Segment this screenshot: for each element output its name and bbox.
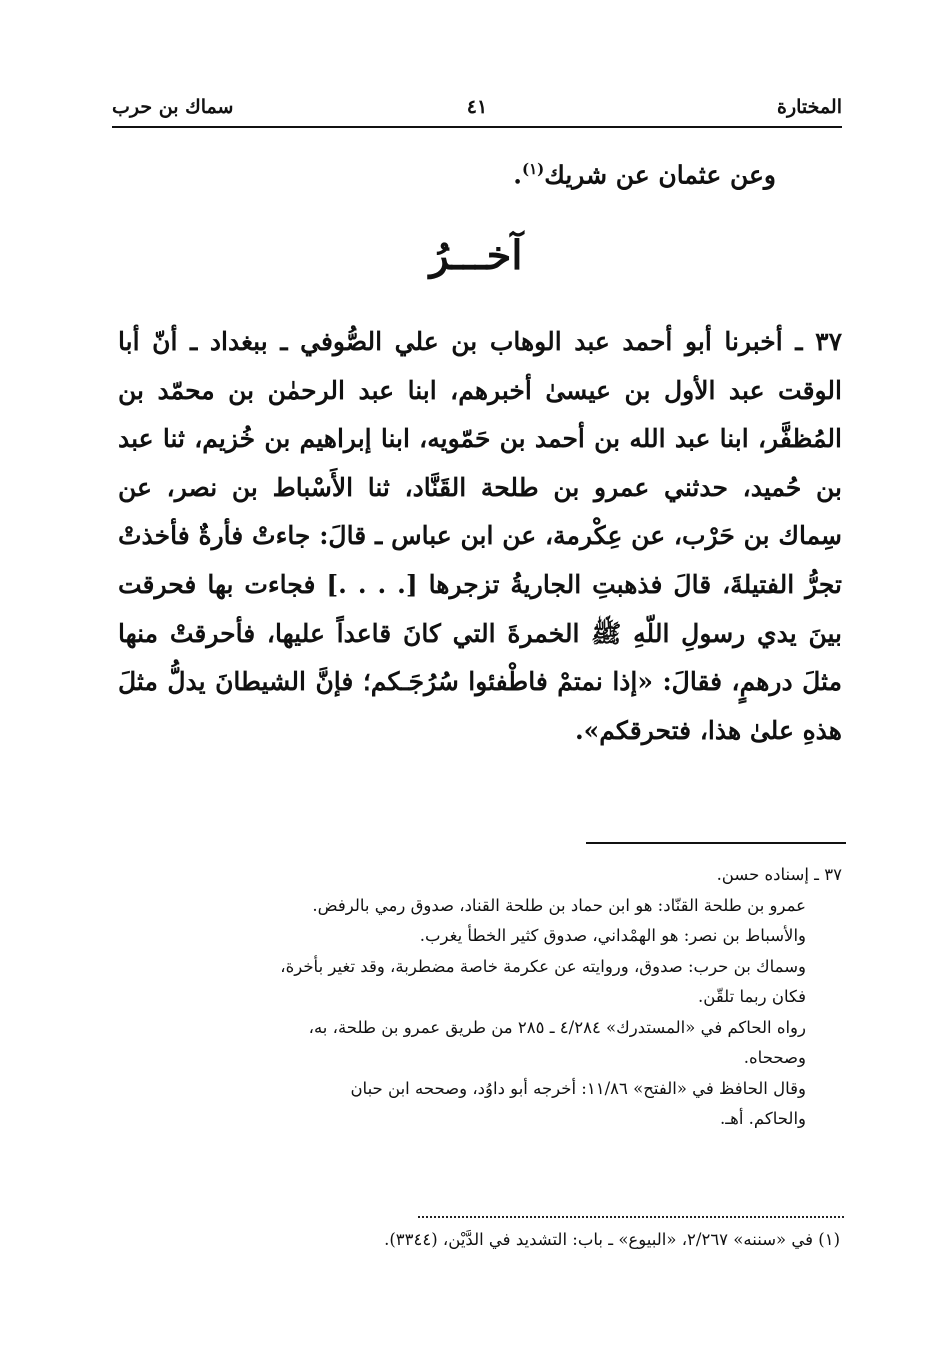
notes-rule [586,842,846,844]
opening-text: وعن عثمان عن شريك [544,160,776,190]
opening-end: . [513,160,522,190]
note-simak-cont: فكان ربما تلقّن. [698,987,806,1006]
note-isnad: ٣٧ ـ إسناده حسن. [716,865,842,884]
note-fath: وقال الحافظ في «الفتح» ١١/٨٦: أخرجه أبو داوُد، وصححه ابن حبان [350,1078,806,1098]
note-simak: وسماك بن حرب: صدوق، وروايته عن عكرمة خاصة مضطربة، وقد تغير بأخرة، [280,956,806,976]
section-title: آخـــرُ [429,232,523,279]
footnote-1: (١) في «سننه» ٢/٢٦٧، «البيوع» ـ باب: التشديد في الدَّيْن، (٣٣٤٤). [384,1230,840,1249]
page-number: ٤١ [466,96,488,118]
running-head [112,96,842,126]
opening-line [513,160,776,189]
footnote-rule [418,1216,844,1218]
footnote-ref[interactable]: (١) [521,160,545,178]
chapter-title: سماك بن حرب [112,96,234,118]
note-hakim: رواه الحاكم في «المستدرك» ٤/٢٨٤ ـ ٢٨٥ من طريق عمرو بن طلحة، به، [308,1017,806,1037]
hadith-paragraph: ٣٧ ـ أخبرنا أبو أحمد عبد الوهاب بن علي الصُّوفي ـ ببغداد ـ أنّ أبا الوقت عبد الأول بن عيسىٰ أخبرهم، ابنا عبد الرحمٰن بن محمّد بن المُظفَّر، ابنا عبد الله بن أحمد بن حَمّويه، ابنا إبراهيم بن خُزيم، ثنا عبد بن حُميد، حدثني عمرو بن طلحة القَنَّاد، ثنا الأَسْباط بن نصر، عن سِماك بن حَرْب، عن عِكْرمة، عن ابن عباس ـ قالَ: جاءتْ فأرةٌ فأخذتْ تجرُّ الفتيلةَ، قالَ فذهبتِ الجاريةُ تزجرها [. . . .] فجاءت بها فحرقت بينَ يدي رسولِ اللّهِ ﷺ الخمرةَ التي كانَ قاعداً عليها، فأحرقتْ منها مثلَ درهمٍ، فقالَ: «إذا نمتمْ فاطْفئوا سُرُجَـكم؛ فإنَّ الشيطانَ يدلُّ مثلَ هذهِ علىٰ هذا، فتحرقكم». [118,327,842,745]
note-asbat: والأسباط بن نصر: هو الهمْداني، صدوق كثير الخطأ يغرب. [419,926,806,945]
note-fath-cont: والحاكم. أهـ. [720,1109,806,1128]
header-rule [112,126,842,128]
note-hakim-cont: وصححاه. [743,1048,806,1067]
commentary-notes [118,860,842,1135]
note-amr: عمرو بن طلحة القنّاد: هو ابن حماد بن طلحة القناد، صدوق رمي بالرفض. [312,895,806,915]
book-title: المختارة [777,96,842,118]
